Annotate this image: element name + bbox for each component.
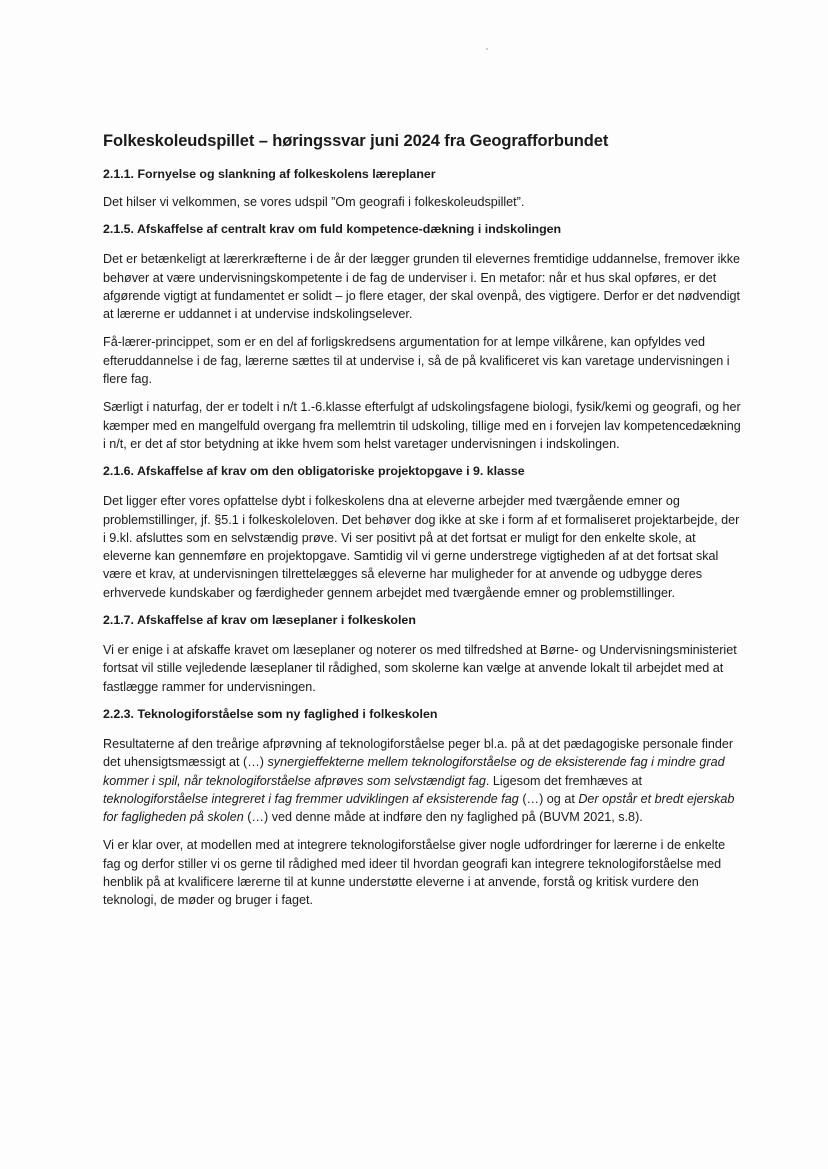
- paragraph: Det er betænkeligt at lærerkræfterne i de år der lægger grunden til elevernes fremtidige uddannelse, fremover ikke behøver at være undervisningskompetente i de fag de underviser i. En metafor: når et hus skal opføres, er det afgørende vigtigt at fundamentet er solidt – jo flere etager, der skal ovenpå, des vigtigere. Derfor er det nødvendigt at lærerne er uddannet i at undervise indskolingselever.: [103, 252, 741, 322]
- document-title: Folkeskoleudspillet – høringssvar juni 2024 fra Geografforbundet: [103, 132, 609, 150]
- quote-italic: Der opstår et bredt ejerskab for fagligheden på skolen: [103, 791, 735, 825]
- document-body: [103, 130, 743, 920]
- paragraph: Vi er klar over, at modellen med at integrere teknologiforståelse giver nogle udfordringer for lærerne i de enkelte fag og derfor stiller vi os gerne til rådighed med ideer til hvordan geografi kan integrere teknologiforståelse med henblik på at kvalificere lærerne til at kunne understøtte eleverne i at anvende, forstå og kritisk vurdere den teknologi, de møder og bruger i faget.: [103, 838, 726, 908]
- text-run: (…) ved denne måde at indføre den ny faglighed på (BUVM 2021, s.8).: [243, 810, 643, 825]
- paragraph: Særligt i naturfag, der er todelt i n/t 1.-6.klasse efterfulgt af udskolingsfagene biologi, fysik/kemi og geografi, og her kæmper med en mangelfuld overgang fra mellemtrin til udskoling, tillige med en i forvejen lav kompetencedækning i n/t, er det af stor betydning at ikke hvem som helst varetager undervisningen i indskolingen.: [103, 400, 741, 451]
- paragraph: Få-lærer-princippet, som er en del af forligskredsens argumentation for at lempe vilkårene, kan opfyldes ved efteruddannelse i de fag, lærerne sættes til at undervise i, så de på kvalificeret vis kan varetage undervisningen i flere fag.: [103, 335, 730, 387]
- quote-italic: teknologiforståelse integreret i fag fremmer udviklingen af eksisterende fag: [103, 791, 519, 806]
- paragraph: Vi er enige i at afskaffe kravet om læseplaner og noterer os med tilfredshed at Børne- og Undervisningsministeriet fortsat vil stille vejledende læseplaner til rådighed, som skolerne kan vælge at anvende lokalt til arbejdet med at fastlægge rammer for undervisningen.: [103, 643, 737, 694]
- text-run: (…) og at: [518, 791, 579, 806]
- text-run: . Ligesom det fremhæves at: [485, 773, 642, 788]
- paragraph-with-quotes: [103, 735, 743, 826]
- quote-italic: synergieffekterne mellem teknologiforståelse og de eksisterende fag i mindre grad kommer i spil, når teknologiforståelse afprøves som selvstændigt fag: [103, 755, 725, 788]
- scan-speck: [486, 48, 488, 50]
- section-heading-2-1-7: 2.1.7. Afskaffelse af krav om læseplaner i folkeskolen: [103, 613, 416, 628]
- text-run: Resultaterne af den treårige afprøvning af teknologiforståelse peger bl.a. på at det pædagogiske personale finder det uhensigtsmæssigt at (…): [103, 736, 734, 770]
- paragraph: Det ligger efter vores opfattelse dybt i folkeskolens dna at eleverne arbejder med tværgående emner og problemstillinger, jf. §5.1 i folkeskoleloven. Det behøver dog ikke at ske i form af et formaliseret projektarbejde, der i 9.kl. afsluttes som en selvstændig prøve. Vi ser positivt på at det fortsat er muligt for den enkelte skole, at eleverne kan gennemføre en projektopgave. Samtidig vil vi gerne understrege vigtigheden af at det fortsat skal være et krav, at undervisningen tilrettelægges så eleverne har muligheder for at anvende og udbygge deres erhvervede kundskaber og færdigheder gennem arbejdet med tværgående emner og problemstillinger.: [103, 494, 740, 600]
- paragraph: Det hilser vi velkommen, se vores udspil ”Om geografi i folkeskoleudspillet”.: [103, 195, 525, 209]
- section-heading-2-1-6: 2.1.6. Afskaffelse af krav om den obligatoriske projektopgave i 9. klasse: [103, 464, 525, 479]
- section-heading-2-2-3: 2.2.3. Teknologiforståelse som ny faglighed i folkeskolen: [103, 706, 438, 721]
- section-heading-2-1-1: 2.1.1. Fornyelse og slankning af folkeskolens læreplaner: [103, 167, 436, 181]
- section-heading-2-1-5: 2.1.5. Afskaffelse af centralt krav om fuld kompetence-dækning i indskolingen: [103, 222, 562, 237]
